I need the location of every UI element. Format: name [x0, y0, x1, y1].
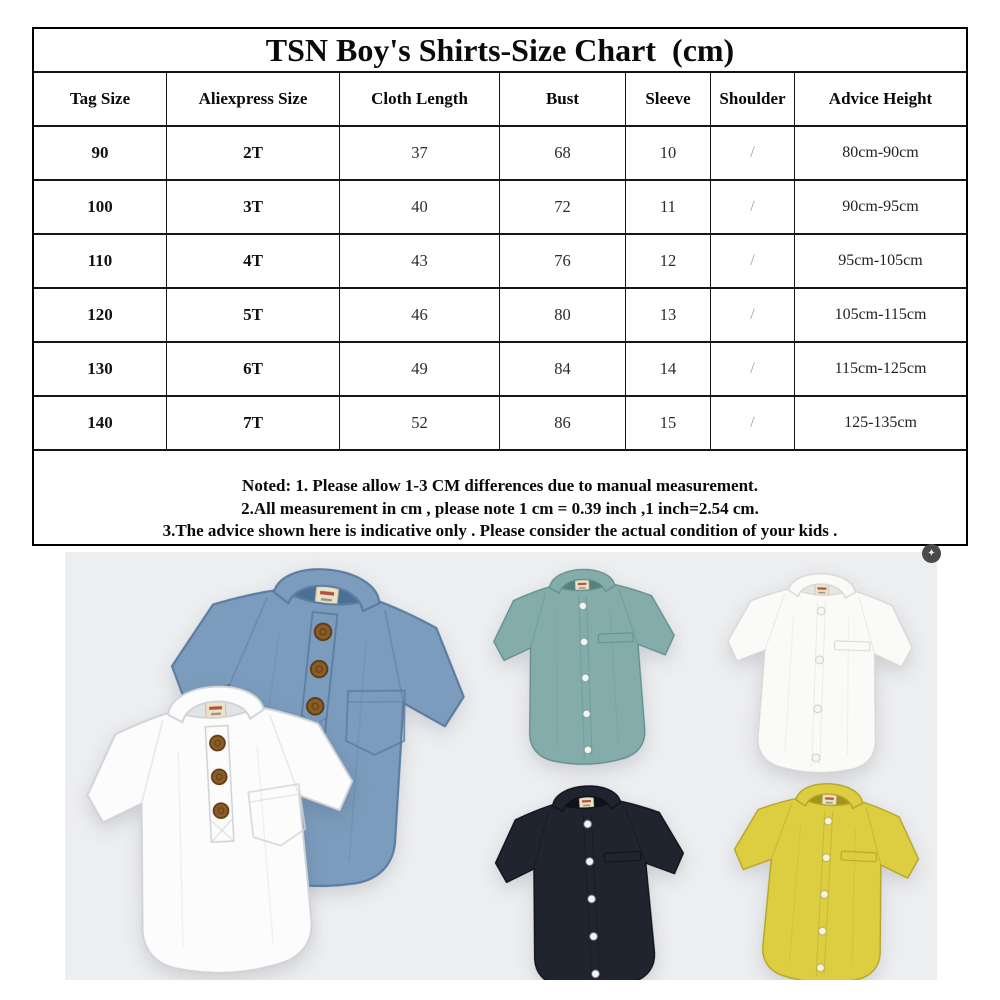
table-cell: 3T [167, 181, 340, 233]
table-cell: / [711, 127, 795, 179]
table-cell: 68 [500, 127, 626, 179]
yellow-shirt-photo [721, 763, 929, 980]
table-cell: 12 [626, 235, 711, 287]
table-row [34, 397, 966, 451]
header-cell-advice-height: Advice Height [828, 89, 933, 108]
table-row [34, 127, 966, 181]
table-cell: 46 [340, 289, 500, 341]
table-cell: 115cm-125cm [834, 360, 927, 377]
table-cell: 11 [626, 181, 711, 233]
table-cell: 100 [34, 181, 167, 233]
note-line: 2.All measurement in cm , please note 1 cm = 0.39 inch ,1 inch=2.54 cm. [241, 498, 759, 518]
teal-shirt-photo [485, 552, 685, 783]
table-cell: 140 [34, 397, 167, 449]
table-cell: 49 [340, 343, 500, 395]
black-shirt-photo [485, 765, 697, 980]
table-cell: 37 [340, 127, 500, 179]
table-cell: 86 [500, 397, 626, 449]
table-cell: 5T [167, 289, 340, 341]
header-cell-tag-size: Tag Size [34, 73, 167, 125]
table-cell: 125-135cm [844, 414, 917, 431]
table-cell: 14 [626, 343, 711, 395]
table-cell: / [711, 289, 795, 341]
table-cell: 13 [626, 289, 711, 341]
table-cell: 2T [167, 127, 340, 179]
header-cell-aliexpress-size: Aliexpress Size [167, 73, 340, 125]
table-cell: / [711, 181, 795, 233]
table-cell: / [711, 397, 795, 449]
white-shirt-front-photo [73, 657, 372, 980]
size-chart-title: TSN Boy's Shirts-Size Chart (cm) [34, 29, 966, 73]
table-cell: 110 [34, 235, 167, 287]
table-cell: 90cm-95cm [842, 198, 919, 215]
table-row [34, 181, 966, 235]
table-cell: 95cm-105cm [838, 252, 923, 269]
size-chart-table [32, 27, 968, 546]
product-photo-collage [65, 552, 937, 980]
header-cell-bust: Bust [500, 73, 626, 125]
table-row [34, 289, 966, 343]
notes-block [34, 451, 966, 544]
note-line: 3.The advice shown here is indicative only . Please consider the actual condition of your kids . [162, 521, 838, 540]
header-cell-shoulder: Shoulder [711, 73, 795, 125]
table-cell: 80cm-90cm [842, 144, 919, 161]
header-cell-cloth-length: Cloth Length [340, 73, 500, 125]
table-cell: 43 [340, 235, 500, 287]
table-header-row [34, 73, 966, 127]
table-cell: 72 [500, 181, 626, 233]
table-row [34, 343, 966, 397]
table-cell: 80 [500, 289, 626, 341]
table-cell: / [711, 343, 795, 395]
table-cell: 7T [167, 397, 340, 449]
table-row [34, 235, 966, 289]
table-cell: 10 [626, 127, 711, 179]
white-shirt-photo [717, 555, 921, 792]
table-cell: 40 [340, 181, 500, 233]
table-cell: 15 [626, 397, 711, 449]
table-cell: 84 [500, 343, 626, 395]
badge-icon: ✦ [922, 544, 941, 563]
note-line: Noted: 1. Please allow 1-3 CM differences due to manual measurement. [242, 476, 758, 495]
table-cell: 90 [34, 127, 167, 179]
table-cell: / [711, 235, 795, 287]
header-cell-sleeve: Sleeve [626, 73, 711, 125]
table-cell: 52 [340, 397, 500, 449]
table-cell: 6T [167, 343, 340, 395]
table-cell: 76 [500, 235, 626, 287]
table-cell: 120 [34, 289, 167, 341]
table-cell: 105cm-115cm [834, 306, 927, 323]
table-cell: 4T [167, 235, 340, 287]
table-cell: 130 [34, 343, 167, 395]
